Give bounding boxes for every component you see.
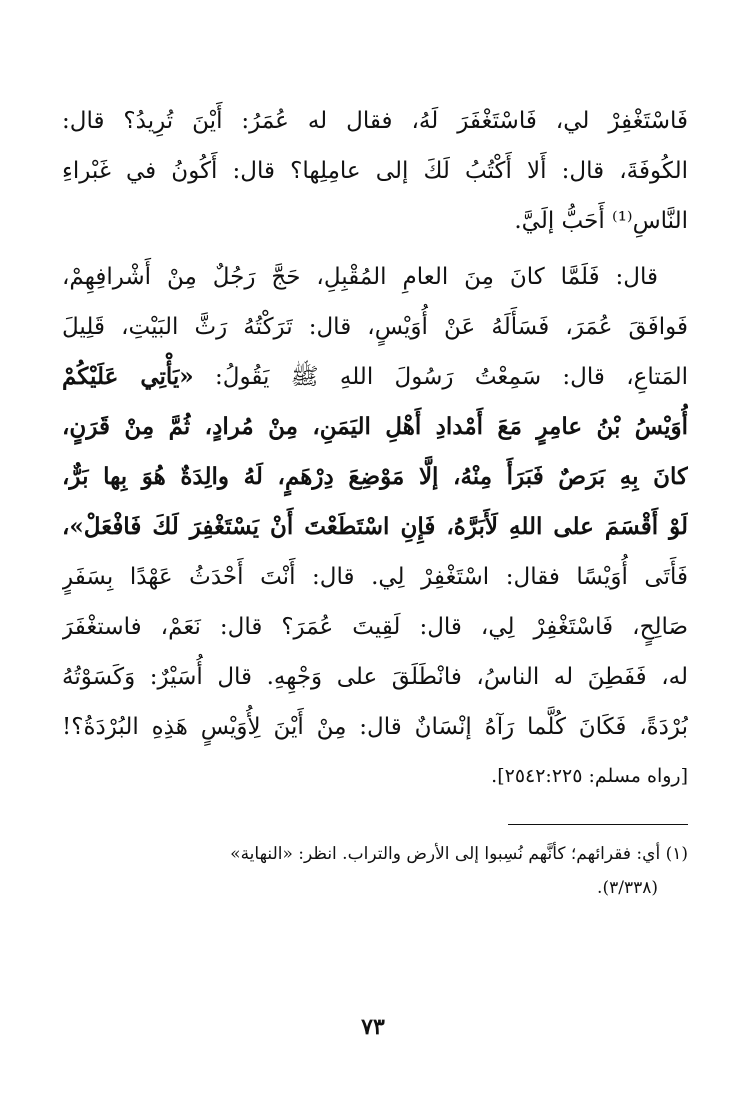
body-line: له، فَفَطِنَ له الناسُ، فانْطَلَقَ على وَجْهِهِ. قال أُسَيْرٌ: وَكَسَوْتُهُ	[62, 664, 688, 690]
body-line: فَأَتَى أُوَيْسًا فقال: اسْتَغْفِرْ لِي. قال: أَنْتَ أَحْدَثُ عَهْدًا بِسَفَرٍ	[62, 564, 688, 590]
footnote-line: (١) أي: فقرائهم؛ كأنَّهم نُسِبوا إلى الأرض والتراب. انظر: «النهاية»	[230, 844, 688, 864]
body-line: الكُوفَةَ، قال: أَلا أَكْتُبُ لَكَ إلى عامِلِها؟ قال: أَكُونُ في غَبْراءِ	[62, 158, 688, 184]
body-line	[62, 352, 688, 402]
document-page	[62, 96, 688, 905]
hadith-source: [رواه مسلم: ٢٥٤٢:٢٢٥].	[491, 765, 688, 787]
page-number: ٧٣	[361, 1014, 385, 1040]
hadith-line: لَوْ أَقْسَمَ على اللهِ لَأَبَرَّهُ، فَإِنِ اسْتَطَعْتَ أَنْ يَسْتَغْفِرَ لَكَ فَافْعَلْ»،	[62, 513, 688, 540]
hadith-line: أُوَيْسُ بْنُ عامِرٍ مَعَ أَمْدادِ أَهْلِ اليَمَنِ، مِنْ مُرادٍ، ثُمَّ مِنْ قَرَنٍ،	[62, 413, 688, 440]
body-line: فَوافَقَ عُمَرَ، فَسَأَلَهُ عَنْ أُوَيْسٍ، قال: تَرَكْتُهُ رَثَّ البَيْتِ، قَلِيلَ	[62, 314, 688, 340]
hadith-text: «يَأْتِي عَلَيْكُمْ	[62, 363, 194, 390]
hadith-line: كانَ بِهِ بَرَصٌ فَبَرَأَ مِنْهُ، إلَّا مَوْضِعَ دِرْهَمٍ، لَهُ والِدَةٌ هُوَ بِها بَرٌّ،	[62, 463, 688, 490]
body-text: المَتاعِ، قال: سَمِعْتُ رَسُولَ اللهِ ﷺ يَقُولُ:	[215, 364, 688, 390]
footnote-line: (٣/٣٣٨).	[597, 878, 658, 898]
body-line: النَّاسِ⁽¹⁾ أَحَبُّ إلَيَّ.	[514, 208, 688, 234]
footnote-separator	[508, 824, 688, 825]
body-line: صَالِحٍ، فَاسْتَغْفِرْ لِي، قال: لَقِيتَ عُمَرَ؟ قال: نَعَمْ، فاستغْفَرَ	[62, 614, 688, 640]
body-line: قال: فَلَمَّا كانَ مِنَ العامِ المُقْبِلِ، حَجَّ رَجُلٌ مِنْ أَشْرافِهِمْ،	[62, 264, 658, 290]
body-line: بُرْدَةً، فَكَانَ كُلَّما رَآهُ إنْسَانٌ قال: مِنْ أَيْنَ لِأُوَيْسٍ هَذِهِ البُرْدَةُ؟!	[62, 714, 688, 740]
body-line: فَاسْتَغْفِرْ لي، فَاسْتَغْفَرَ لَهُ، فقال له عُمَرُ: أَيْنَ تُرِيدُ؟ قال:	[62, 108, 688, 134]
